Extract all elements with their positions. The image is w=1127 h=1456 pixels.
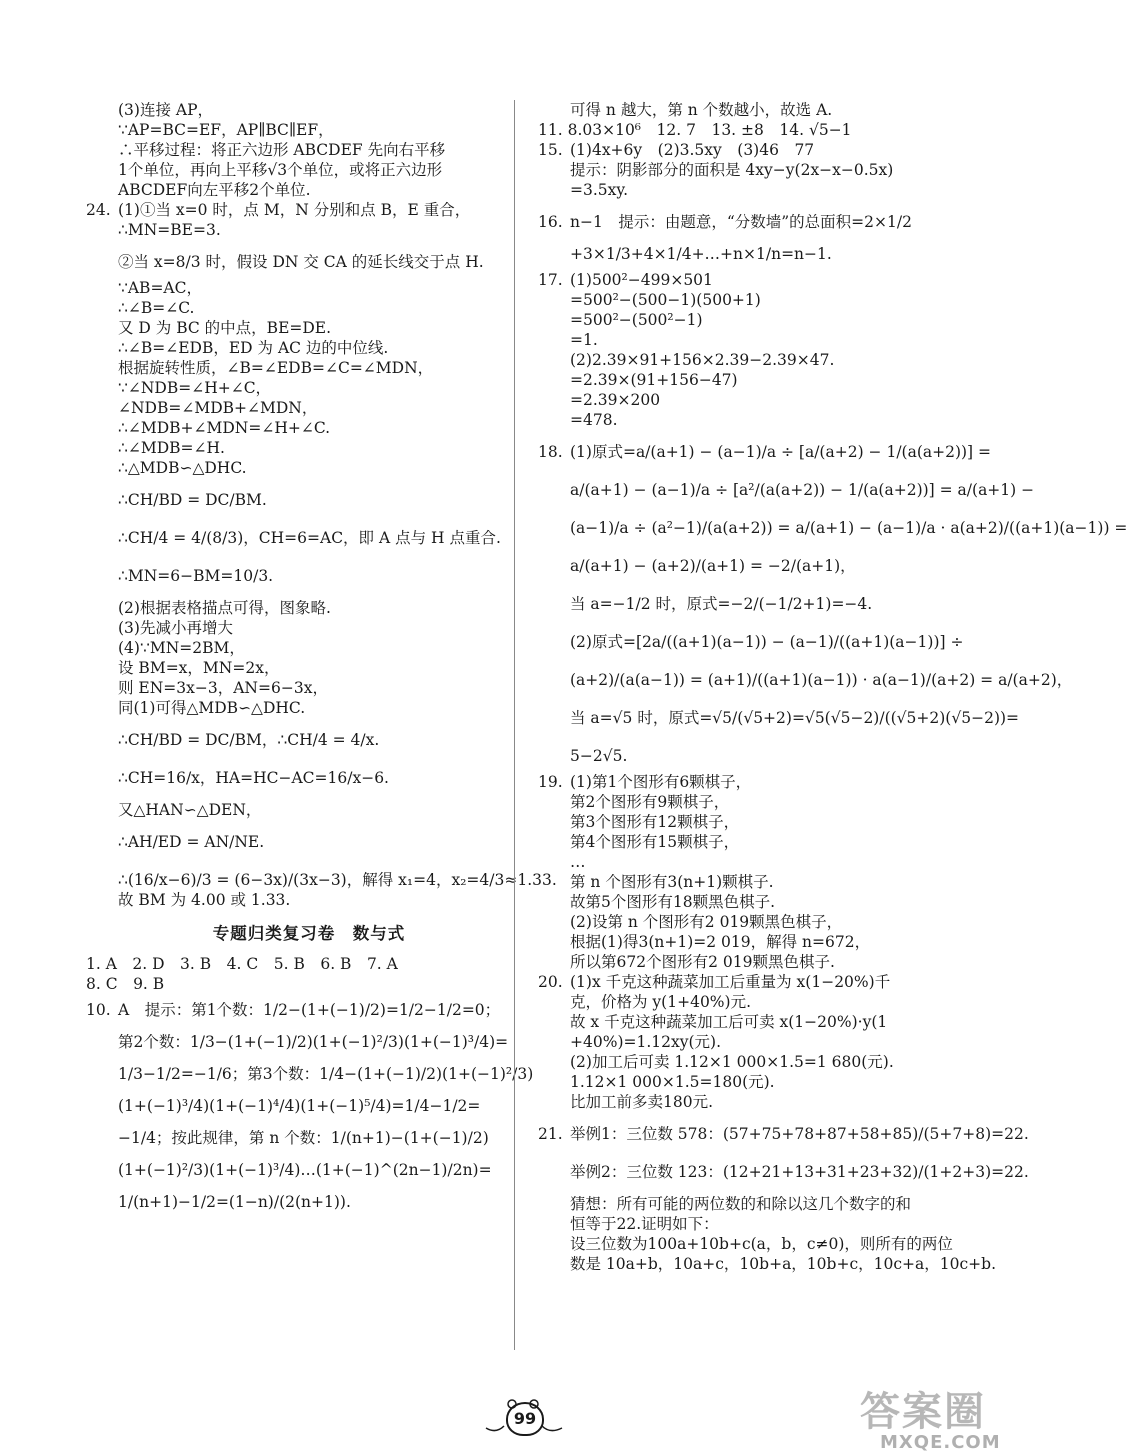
answer-line: 故 BM 为 4.00 或 1.33. — [118, 891, 291, 909]
question-number: 18. — [538, 443, 563, 461]
answer-line: … — [570, 853, 586, 871]
answer-line: (a+2)/(a(a−1)) = (a+1)/((a+1)(a−1)) · a(a−1)/(a+2) = a/(a+2)， — [570, 671, 1073, 689]
answer-line: (1+(−1)³/4)(1+(−1)⁴/4)(1+(−1)⁵/4)=1/4−1/2= — [118, 1097, 481, 1115]
answer-line: ABCDEF向左平移2个单位. — [118, 181, 311, 199]
section-title: 专题归类复习卷 数与式 — [212, 924, 406, 943]
answer-line: (1)①当 x=0 时，点 M，N 分别和点 B，E 重合， — [118, 201, 471, 219]
answer-line: 11. 8.03×10⁶ 12. 7 13. ±8 14. √5−1 — [538, 121, 852, 139]
answer-line: 1/(n+1)−1/2=(1−n)/(2(n+1)). — [118, 1193, 351, 1211]
answer-line: 又 D 为 BC 的中点，BE=DE. — [118, 319, 332, 337]
answer-line: 根据旋转性质，∠B=∠EDB=∠C=∠MDN， — [118, 359, 434, 377]
column-divider — [514, 100, 515, 1350]
answer-line: 当 a=−1/2 时，原式=−2/(−1/2+1)=−4. — [570, 595, 873, 613]
answer-line: 所以第672个图形有2 019颗黑色棋子. — [570, 953, 835, 971]
question-number: 17. — [538, 271, 563, 289]
answer-line: ∴(16/x−6)/3 = (6−3x)/(3x−3)，解得 x₁=4，x₂=4/3≈1.33. — [118, 871, 557, 889]
answer-line: =3.5xy. — [570, 181, 629, 199]
watermark-logo: 答案圈 — [860, 1389, 986, 1435]
question-24 — [86, 200, 500, 220]
answer-line: ∵AB=AC， — [118, 279, 202, 297]
answer-line: 5−2√5. — [570, 747, 628, 765]
watermark-url: MXQE.COM — [880, 1432, 1001, 1453]
answer-line: 第4个图形有15颗棋子， — [570, 833, 740, 851]
answer-line: (1)x 千克这种蔬菜加工后重量为 x(1−20%)千 — [570, 973, 891, 991]
answer-line: (1+(−1)²/3)(1+(−1)³/4)…(1+(−1)^(2n−1)/2n)= — [118, 1161, 492, 1179]
answer-line: 故第5个图形有18颗黑色棋子. — [570, 893, 776, 911]
question-17 — [538, 270, 958, 290]
answer-line: ∴平移过程：将正六边形 ABCDEF 先向右平移 — [118, 141, 446, 159]
answer-line: 1/3−1/2=−1/6；第3个数：1/4−(1+(−1)/2)(1+(−1)²/3) — [118, 1065, 534, 1083]
page-number: 99 — [506, 1402, 544, 1436]
question-15 — [538, 140, 958, 160]
answer-line: (4)∵MN=2BM， — [118, 639, 245, 657]
answer-line: 第3个图形有12颗棋子， — [570, 813, 740, 831]
answer-line: =478. — [570, 411, 618, 429]
answer-line: a/(a+1) − (a+2)/(a+1) = −2/(a+1)， — [570, 557, 856, 575]
question-number: 24. — [86, 201, 111, 219]
answer-line: ∠NDB=∠MDB+∠MDN， — [118, 399, 318, 417]
answer-line: (2)2.39×91+156×2.39−2.39×47. — [570, 351, 835, 369]
answer-line: 同(1)可得△MDB∽△DHC. — [118, 699, 306, 717]
answer-line: 当 a=√5 时，原式=√5/(√5+2)=√5(√5−2)/((√5+2)(√5−2))= — [570, 709, 1020, 727]
answer-line: 1.12×1 000×1.5=180(元). — [570, 1073, 775, 1091]
answer-line: +40%)=1.12xy(元). — [570, 1033, 722, 1051]
answer-line: n−1 提示：由题意，“分数墙”的总面积=2×1/2 — [570, 213, 912, 231]
answer-line: +3×1/3+4×1/4+…+n×1/n=n−1. — [570, 245, 832, 263]
answer-line: 提示：阴影部分的面积是 4xy−y(2x−x−0.5x) — [570, 161, 894, 179]
answer-line: ∴AH/ED = AN/NE. — [118, 833, 265, 851]
answer-line: 则 EN=3x−3，AN=6−3x， — [118, 679, 328, 697]
answer-line: (2)原式=[2a/((a+1)(a−1)) − (a−1)/((a+1)(a−1))] ÷ — [570, 633, 964, 651]
answer-line: (1)第1个图形有6颗棋子， — [570, 773, 752, 791]
answer-line: 8. C 9. B — [86, 975, 165, 993]
answer-line: (1)原式=a/(a+1) − (a−1)/a ÷ [a/(a+2) − 1/(a(a+2))] = — [570, 443, 992, 461]
answer-line: =2.39×200 — [570, 391, 661, 409]
question-20 — [538, 972, 958, 992]
question-number: 15. — [538, 141, 563, 159]
answer-line: 1. A 2. D 3. B 4. C 5. B 6. B 7. A — [86, 955, 398, 973]
answer-line: ∴∠B=∠C. — [118, 299, 195, 317]
answer-line: (2)加工后可卖 1.12×1 000×1.5=1 680(元). — [570, 1053, 894, 1071]
answer-line: 第2个数：1/3−(1+(−1)/2)(1+(−1)²/3)(1+(−1)³/4)= — [118, 1033, 509, 1051]
answer-line: 举例2：三位数 123：(12+21+13+31+23+32)/(1+2+3)=22. — [570, 1163, 1029, 1181]
answer-line: (2)设第 n 个图形有2 019颗黑色棋子， — [570, 913, 843, 931]
answer-line: =1. — [570, 331, 598, 349]
answer-line: 又△HAN∽△DEN， — [118, 801, 262, 819]
right-column — [538, 100, 1127, 1274]
answer-line: 根据(1)得3(n+1)=2 019，解得 n=672， — [570, 933, 871, 951]
answer-line: 1个单位，再向上平移√3个单位，或将正六边形 — [118, 161, 443, 179]
answer-line: 克，价格为 y(1+40%)元. — [570, 993, 752, 1011]
question-21 — [538, 1124, 1029, 1144]
answer-line: ∴CH=16/x，HA=HC−AC=16/x−6. — [118, 769, 389, 787]
answer-line: ∴∠MDB+∠MDN=∠H+∠C. — [118, 419, 331, 437]
answer-line: ∴∠MDB=∠H. — [118, 439, 225, 457]
answer-line: 可得 n 越大，第 n 个数越小，故选 A. — [570, 101, 833, 119]
answer-line: 举例1：三位数 578：(57+75+78+87+58+85)/(5+7+8)=22. — [570, 1125, 1029, 1143]
answer-line: 设 BM=x，MN=2x， — [118, 659, 280, 677]
answer-line: ∴MN=BE=3. — [118, 221, 221, 239]
answer-line: ∵∠NDB=∠H+∠C， — [118, 379, 272, 397]
question-number: 16. — [538, 213, 563, 231]
answer-line: A 提示：第1个数：1/2−(1+(−1)/2)=1/2−1/2=0； — [118, 1001, 501, 1019]
answer-line: ∴CH/BD = DC/BM，∴CH/4 = 4/x. — [118, 731, 380, 749]
answer-line: ∵AP=BC=EF，AP∥BC∥EF， — [118, 121, 334, 139]
answer-line: =500²−(500²−1) — [570, 311, 703, 329]
question-number: 10. — [86, 1001, 111, 1019]
answer-line: ②当 x=8/3 时，假设 DN 交 CA 的延长线交于点 H. — [118, 253, 484, 271]
answer-line: 猜想：所有可能的两位数的和除以这几个数字的和 — [570, 1195, 912, 1213]
answer-line: (1)4x+6y (2)3.5xy (3)46 77 — [570, 141, 815, 159]
answer-line: 数是 10a+b，10a+c，10b+a，10b+c，10c+a，10c+b. — [570, 1255, 996, 1273]
answer-line: (3)连接 AP， — [118, 101, 214, 119]
answer-line: a/(a+1) − (a−1)/a ÷ [a²/(a(a+2)) − 1/(a(a+2))] = a/(a+1) − — [570, 481, 1035, 499]
question-number: 19. — [538, 773, 563, 791]
answer-line: 恒等于22.证明如下： — [570, 1215, 719, 1233]
question-10 — [86, 1000, 500, 1020]
answer-line: ∴MN=6−BM=10/3. — [118, 567, 274, 585]
answer-line: ∴△MDB∽△DHC. — [118, 459, 247, 477]
question-number: 21. — [538, 1125, 563, 1143]
answer-line: ∴∠B=∠EDB，ED 为 AC 边的中位线. — [118, 339, 389, 357]
answer-line: −1/4；按此规律，第 n 个数：1/(n+1)−(1+(−1)/2) — [118, 1129, 489, 1147]
answer-line: (3)先减小再增大 — [118, 619, 233, 637]
question-18 — [538, 442, 992, 462]
question-number: 20. — [538, 973, 563, 991]
answer-line: 比加工前多卖180元. — [570, 1093, 714, 1111]
answer-line: 设三位数为100a+10b+c(a，b，c≠0)，则所有的两位 — [570, 1235, 953, 1253]
answer-line: (1)500²−499×501 — [570, 271, 713, 289]
question-16 — [538, 212, 958, 232]
answer-line: =500²−(500−1)(500+1) — [570, 291, 761, 309]
answer-line: 第 n 个图形有3(n+1)颗棋子. — [570, 873, 774, 891]
answer-line: =2.39×(91+156−47) — [570, 371, 738, 389]
answer-line: 故 x 千克这种蔬菜加工后可卖 x(1−20%)·y(1 — [570, 1013, 888, 1031]
answer-line: 第2个图形有9颗棋子， — [570, 793, 730, 811]
answer-line: ∴CH/BD = DC/BM. — [118, 491, 267, 509]
answer-line: (2)根据表格描点可得，图象略. — [118, 599, 331, 617]
answer-line: ∴CH/4 = 4/(8/3)，CH=6=AC，即 A 点与 H 点重合. — [118, 529, 501, 547]
question-19 — [538, 772, 958, 792]
answer-line: (a−1)/a ÷ (a²−1)/(a(a+2)) = a/(a+1) − (a−1)/a · a(a+2)/((a+1)(a−1)) = — [570, 519, 1127, 537]
